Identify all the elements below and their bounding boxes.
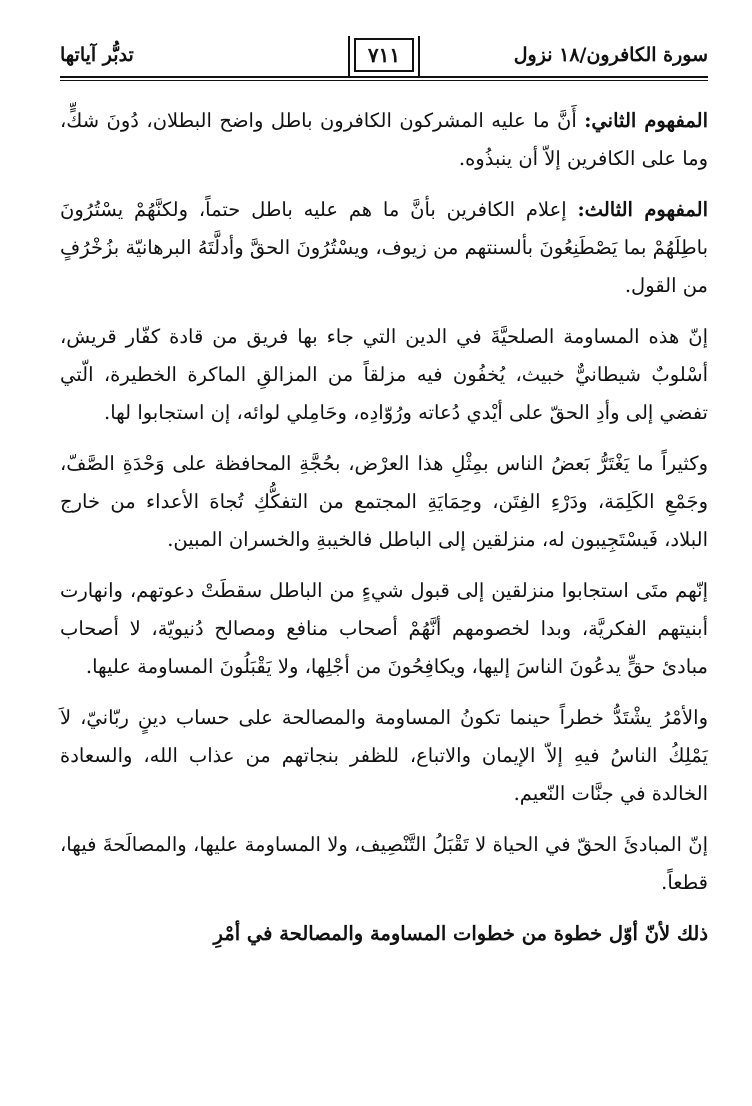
book-title: تدبُّر آياتها: [60, 44, 134, 66]
paragraph-4: [60, 445, 708, 559]
paragraph-text: أَنَّ ما عليه المشركون الكافرون باطل واضح البطلان، دُونَ شكٍّ، وما على الكافرين إلاّ أن ينبذُوه.: [60, 109, 708, 170]
paragraph-1: [60, 102, 708, 178]
paragraph-text: إنّهم متَى استجابوا منزلقين إلى قبول شيءٍ من الباطل سقطَتْ دعوتهم، وانهارت أبنيتهم الفكريَّة، وبدا لخصومهم أنَّهُمْ أصحاب منافع ومصالح دُنيويّة، لا أصحاب مبادئ حقٍّ يدعُونَ الناسَ إليها، ويكافِحُونَ من أجْلِها، ولا يَقْبَلُونَ المساومة عليها.: [60, 579, 708, 678]
paragraph-heading: المفهوم الثالث:: [577, 198, 708, 221]
paragraph-6: [60, 699, 708, 813]
header-divider: [60, 76, 708, 78]
paragraph-heading: المفهوم الثاني:: [584, 109, 708, 132]
page-body: [60, 102, 708, 953]
paragraph-text: إنّ المبادئَ الحقّ في الحياة لا تَقْبَلُ التَّنْصِيف، ولا المساومة عليها، والمصالَحةَ فيها، قطعاً.: [60, 833, 708, 894]
page-header: [60, 36, 708, 76]
header-divider-thin: [60, 80, 708, 81]
paragraph-text: إعلام الكافرين بأنَّ ما هم عليه باطل حتماً، ولكنَّهُمْ يسْتُرُونَ باطِلَهُمْ بما يَصْطَنِعُونَ بألسنتهم من زيوف، ويسْتُرُونَ الحقَّ وأدلَّتَهُ البرهانيّة بزُخْرُفٍ من القول.: [60, 198, 708, 297]
paragraph-7: [60, 826, 708, 902]
paragraph-text: ذلك لأنّ أوّل خطوة من خطوات المساومة والمصالحة في أمْرِ: [213, 922, 708, 945]
paragraph-text: والأمْرُ يشْتَدُّ خطراً حينما تكونُ المساومة والمصالحة على حساب دينٍ ربّانيّ، لاَ يَمْلِكُ الناسُ فيهِ إلاّ الإيمان والاتباع، للظفر بنجاتهم من عذاب الله، والسعادة الخالدة في جنَّات النّعيم.: [60, 706, 708, 805]
paragraph-text: وكثيراً ما يَغْتَرُّ بَعضُ الناس بمِثْلِ هذا العرْض، بحُجَّةِ المحافظة على وَحْدَةِ الصَّفّ، وجَمْعِ الكَلِمَة، ودَرْءِ الفِتَن، وحِمَايَةِ المجتمع من التفكُّكِ تُجاهَ الأعداء من خارج البلاد، فَيسْتَجِيبون له، منزلقين إلى الباطل فالخيبةِ والخسران المبين.: [60, 452, 708, 551]
paragraph-8: [60, 915, 708, 953]
page-number: ٧١١: [354, 38, 414, 72]
paragraph-3: [60, 318, 708, 432]
paragraph-5: [60, 572, 708, 686]
paragraph-text: إنّ هذه المساومة الصلحيَّةَ في الدين التي جاء بها فريق من قادة كفّار قريش، أسْلوبٌ شيطانيٌّ خبيث، يُخفُون فيه مزلقاً من المزالقِ الماكرة الخطيرة، الّتي تفضي إلى وأدِ الحقّ على أيْدي دُعاته ورُوّادِه، وحَامِلي لوائه، إن استجابوا لها.: [60, 325, 708, 424]
paragraph-2: [60, 191, 708, 305]
surah-title: سورة الكافرون/١٨ نزول: [513, 44, 708, 66]
